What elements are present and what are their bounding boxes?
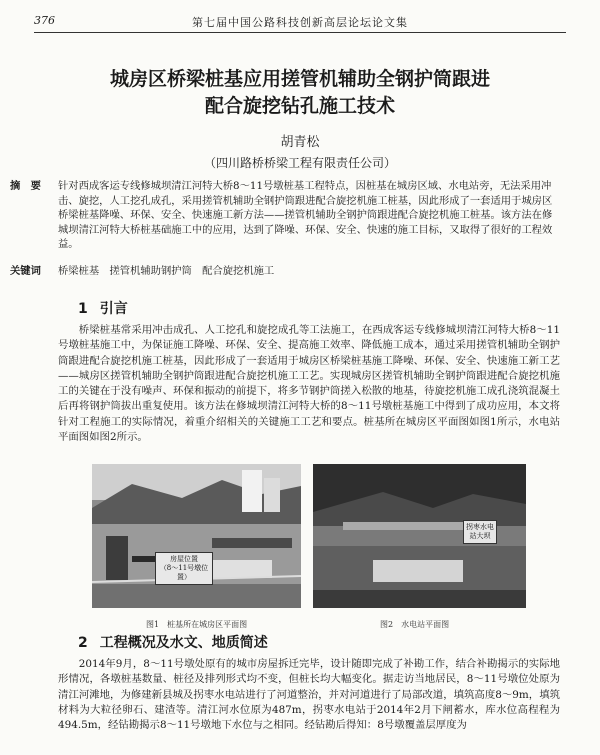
section-1-heading [78,298,128,318]
abstract-label: 摘 要 [10,180,41,192]
figure-1-image [92,464,301,608]
journal-title: 第七届中国公路科技创新高层论坛论文集 [192,16,408,29]
title-line-1: 城房区桥梁桩基应用搓管机辅助全钢护筒跟进 [109,68,490,90]
article-title [40,66,560,120]
section-1-paragraph: 桥梁桩基常采用冲击成孔、人工挖孔和旋挖成孔等工法施工，在西成客运专线修城坝清江河特大桥8～11号墩桩基施工中，为保证施工降噪、环保、安全、提高施工效率、降低施工成本，通过采用搓管机辅助全钢护筒跟进配合旋挖机施工桩基，因此形成了一套适用于城房区桥梁桩基施工降噪、环保、安全、快速施工新工艺——城房区搓管机辅助全钢护筒跟进配合旋挖机施工工艺。实现城房区搓管机辅助全钢护筒跟进配合旋挖机施工的关键在于没有噪声、环保和振动的前提下，将多节钢护筒搓入松散的地基，待旋挖机施工成孔浇筑混凝土后再将钢护筒拔出重复使用。该方法在修城坝清江河特大桥的8～11号墩桩基施工中得到了成功应用，本文将针对工程施工的实际情况，着重介绍相关的关键施工工艺和要点。桩基所在城房区平面图如图1所示，水电站平面图如图2所示。 [58,324,560,444]
keywords-label: 关键词 [10,265,41,277]
section-1-number: 1 [78,301,88,317]
figure-2-label: 拐枣水电站大坝 [463,520,497,544]
section-2-title: 工程概况及水文、地质简述 [99,635,268,651]
section-2-paragraph: 2014年9月，8～11号墩处原有的城市房屋拆迁完毕，设计随即完成了补勘工作，结合补勘揭示的实际地形情况，各墩桩基数量、桩径及排列形式均不变，但桩长均大幅变化。据走访当地居民，8～11号墩位处原为清江河滩地，为修建新县城及拐枣水电站进行了河道整治，并对河道进行了局部改道，填筑高度8～9m，填筑材料为大粒径卵石、建渣等。清江河水位原为487m，拐枣水电站于2014年2月下闸蓄水，库水位高程程为494.5m，经钻勘揭示8～11号墩地下水位与之相同。经钻勘后得知：8号墩覆盖层厚度为 [58,658,560,732]
page-number: 376 [34,14,55,27]
page-header [34,10,566,33]
figure-1-caption: 图1 桩基所在城房区平面图 [146,620,248,629]
section-2-heading [78,632,268,652]
section-2-number: 2 [78,635,88,651]
keywords [10,264,560,278]
abstract-text: 针对西成客运专线修城坝清江河特大桥8～11号墩桩基工程特点，因桩基在城房区域、水电站旁，无法采用冲击、旋挖，人工挖孔成孔，采用搓管机辅助全钢护筒跟进配合旋挖机施工桩基，因此形成了一套适用于城房区桥梁桩基降噪、环保、安全、快速施工新方法——搓管机辅助全钢护筒跟进配合旋挖机施工桩基。该方法在修城坝清江河特大桥桩基础施工中的应用，达到了降噪、环保、安全、快速的施工目标，又取得了很好的工程效益。 [58,180,553,250]
author: 胡青松 [280,135,320,150]
figure-1-photo [92,464,301,608]
figure-2-photo [313,464,526,608]
affiliation: （四川路桥桥梁工程有限责任公司） [203,156,396,170]
abstract [10,179,560,252]
title-line-2: 配合旋挖钻孔施工技术 [204,95,395,117]
figure-2-caption: 图2 水电站平面图 [380,620,450,629]
figure-1-label: 房屋位置 （8～11号墩位置） [155,552,213,585]
section-1-title: 引言 [99,301,128,317]
keywords-text: 桥梁桩基 搓管机辅助钢护筒 配合旋挖机施工 [58,265,275,277]
